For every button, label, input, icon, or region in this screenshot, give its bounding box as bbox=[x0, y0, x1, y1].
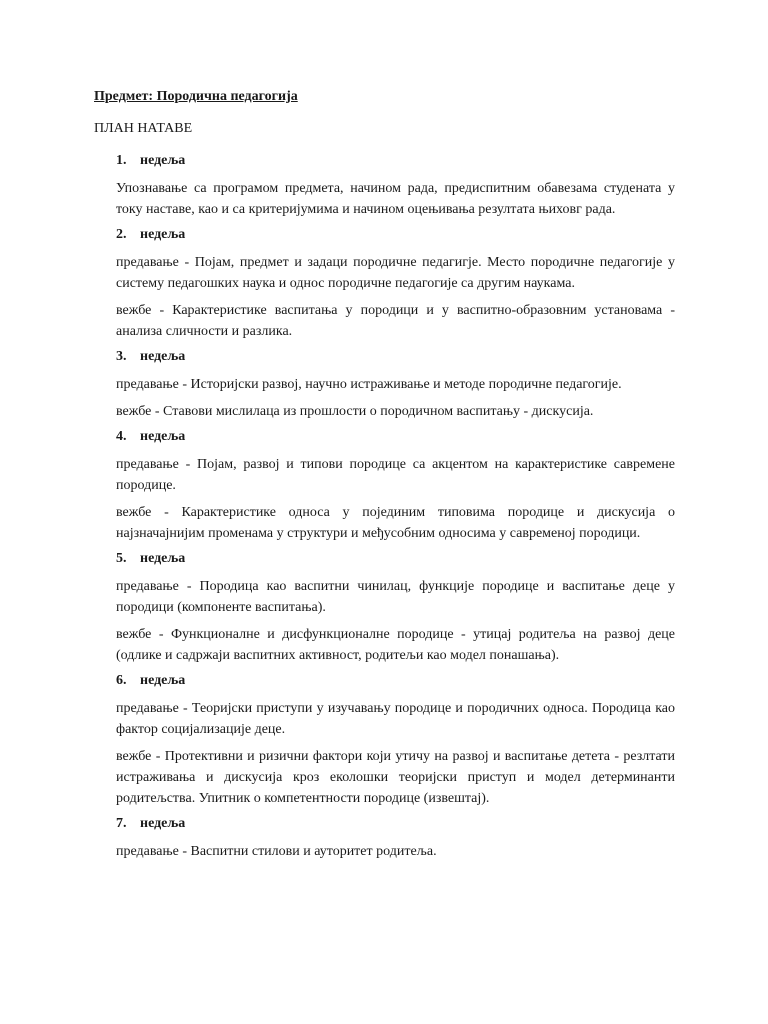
week-label: недеља bbox=[140, 429, 186, 444]
week-paragraph: вежбе - Функционалне и дисфункционалне породице - утицај родитеља на развој деце (одлике и садржаји васпитних активност, родитељи као модел понашања). bbox=[116, 627, 675, 663]
week-heading bbox=[116, 672, 675, 690]
week-section bbox=[94, 672, 675, 809]
week-number: 2. bbox=[116, 227, 127, 242]
week-section bbox=[94, 226, 675, 342]
week-number: 4. bbox=[116, 429, 127, 444]
week-heading bbox=[116, 550, 675, 568]
week-section bbox=[94, 550, 675, 666]
week-paragraph: вежбе - Карактеристике односа у појединим типовима породице и дискусија о најзначајнијим променама у структури и међусобним односима у савременој породици. bbox=[116, 505, 675, 541]
week-paragraph: предавање - Појам, предмет и задаци породичне педагигје. Место породичне педагогије у систему педагошких наука и однос породичне педагогије са другим наукама. bbox=[116, 255, 675, 291]
week-label: недеља bbox=[140, 816, 186, 831]
week-paragraph: вежбе - Ставови мислилаца из прошлости о породичном васпитању - дискусија. bbox=[116, 404, 594, 419]
week-paragraph: Упознавање са програмом предмета, начином рада, предиспитним обавезама студената у току наставе, као и са критеријумима и начином оцењивања резултата њиховг рада. bbox=[116, 181, 675, 217]
week-paragraph: вежбе - Карактеристике васпитања у породици и у васпитно-образовним установама - анализа сличности и разлика. bbox=[116, 303, 675, 339]
week-paragraph: предавање - Теоријски приступи у изучавању породице и породичних односа. Породица као фактор социјализације деце. bbox=[116, 701, 675, 737]
week-paragraph: предавање - Појам, развој и типови породице са акцентом на карактеристике савремене породице. bbox=[116, 457, 675, 493]
week-number: 6. bbox=[116, 673, 127, 688]
week-paragraph: вежбе - Протективни и ризични фактори који утичу на развој и васпитање детета - резлтати истраживања и дискусија кроз еколошки теоријски приступ и модел детерминанти родитељства. Упитник о компетентности породице (извештај). bbox=[116, 749, 675, 806]
week-label: недеља bbox=[140, 153, 186, 168]
subject-heading: Предмет: Породична педагогија bbox=[94, 89, 298, 104]
weeks-list bbox=[94, 152, 675, 862]
week-heading bbox=[116, 815, 675, 833]
week-number: 3. bbox=[116, 349, 127, 364]
week-label: недеља bbox=[140, 673, 186, 688]
week-paragraph: предавање - Васпитни стилови и ауторитет родитеља. bbox=[116, 844, 437, 859]
week-paragraph: предавање - Историјски развој, научно истраживање и методе породичне педагогије. bbox=[116, 377, 622, 392]
week-heading bbox=[116, 348, 675, 366]
week-section bbox=[94, 348, 675, 422]
week-section bbox=[94, 428, 675, 544]
week-heading bbox=[116, 226, 675, 244]
week-heading bbox=[116, 428, 675, 446]
plan-title: ПЛАН НАТАВЕ bbox=[94, 121, 193, 136]
week-heading bbox=[116, 152, 675, 170]
week-number: 7. bbox=[116, 816, 127, 831]
week-section bbox=[94, 815, 675, 862]
week-paragraph: предавање - Породица као васпитни чинилац, функције породице и васпитање деце у породици (компоненте васпитања). bbox=[116, 579, 675, 615]
week-label: недеља bbox=[140, 227, 186, 242]
week-number: 1. bbox=[116, 153, 127, 168]
week-number: 5. bbox=[116, 551, 127, 566]
week-label: недеља bbox=[140, 349, 186, 364]
week-label: недеља bbox=[140, 551, 186, 566]
document-page bbox=[94, 88, 675, 868]
week-section bbox=[94, 152, 675, 220]
